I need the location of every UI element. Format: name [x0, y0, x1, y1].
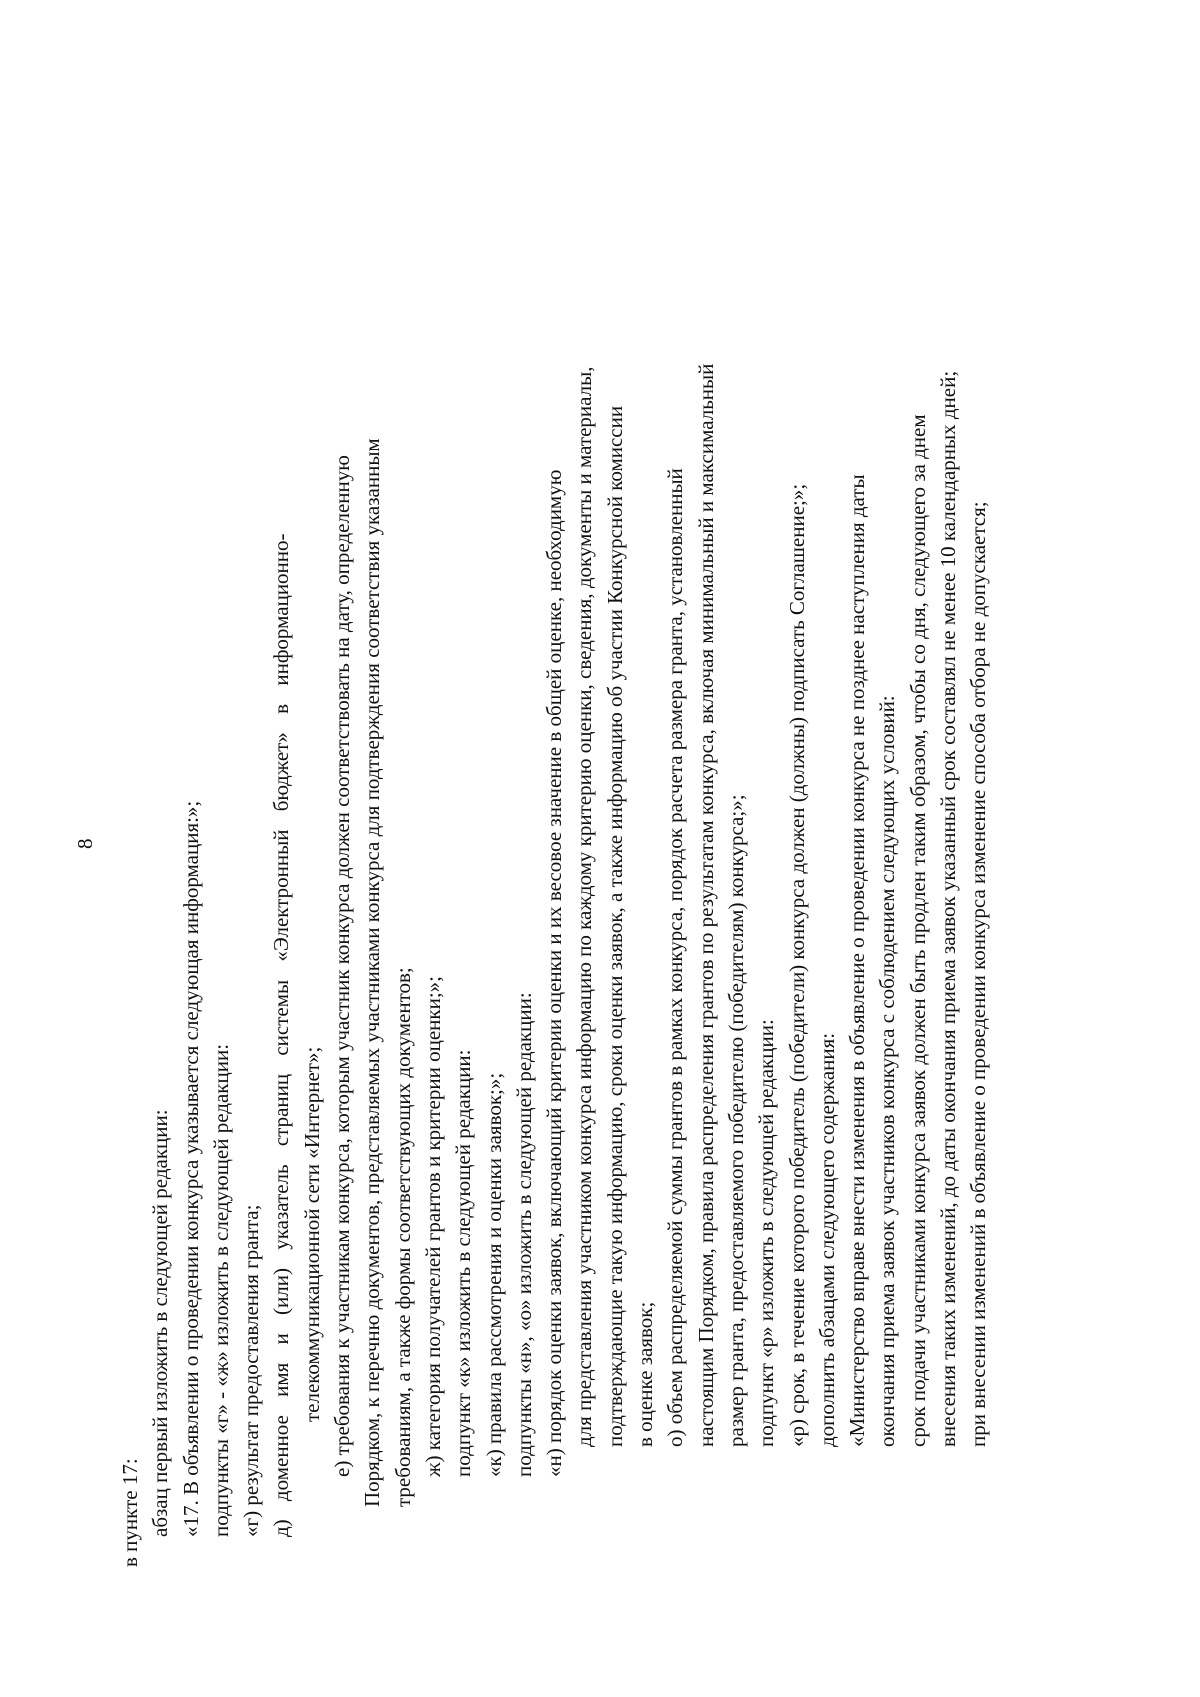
- text-line: подпункт «к» изложить в следующей редакции:: [451, 1049, 476, 1477]
- text-line: «н) порядок оценки заявок, включающий критерии оценки и их весовое значение в общей оценке, необходимую: [542, 469, 567, 1477]
- text-line: окончания приема заявок участников конкурса с соблюдением следующих условий:: [875, 695, 900, 1447]
- text-line: «Министерство вправе внести изменения в объявление о проведении конкурса не позднее наступления даты: [845, 474, 870, 1447]
- text-line: в оценке заявок;: [633, 1301, 658, 1447]
- text-line: настоящим Порядком, правила распределения грантов по результатам конкурса, включая минимальный и максимальный: [693, 363, 718, 1447]
- text-line: о) объем распределяемой суммы грантов в рамках конкурса, порядок расчета размера гранта, установленный: [663, 468, 688, 1447]
- text-line: д) доменное имя и (или) указатель страниц системы «Электронный бюджет» в информационно-: [269, 533, 294, 1537]
- text-line: «17. В объявлении о проведении конкурса указывается следующая информация:»;: [178, 800, 203, 1537]
- text-line: ж) категория получателей грантов и критерии оценки;»;: [420, 975, 445, 1477]
- text-line: подтверждающие такую информацию, сроки оценки заявок, а также информацию об участии Конкурсной комиссии: [602, 405, 627, 1447]
- text-line: для представления участником конкурса информацию по каждому критерию оценки, сведения, документы и материалы,: [572, 366, 597, 1447]
- text-line: срок подачи участниками конкурса заявок должен быть продлен таким образом, чтобы со дня, следующего за днем: [905, 414, 930, 1447]
- text-line: «к) правила рассмотрения и оценки заявок;»;: [481, 1072, 506, 1477]
- text-line: в пункте 17:: [118, 1458, 142, 1567]
- text-line: телекоммуникационной сети «Интернет»;: [299, 1046, 324, 1422]
- text-line: внесения таких изменений, до даты окончания приема заявок указанный срок составлял не менее 10 календарных дней;: [936, 370, 961, 1447]
- text-line: подпункты «н», «о» изложить в следующей редакции:: [511, 992, 536, 1477]
- text-line: «г) результат предоставления гранта;: [239, 1204, 264, 1537]
- page-number: 8: [73, 838, 97, 849]
- document-body: [115, 97, 994, 1567]
- text-line: абзац первый изложить в следующей редакции:: [148, 1109, 173, 1537]
- text-line: «р) срок, в течение которого победитель (победители) конкурса должен (должны) подписать Соглашение;»;: [784, 483, 809, 1447]
- text-line: требованиям, а также формы соответствующих документов;: [390, 967, 415, 1507]
- text-line: подпункты «г» - «ж» изложить в следующей редакции:: [208, 1043, 233, 1537]
- text-line: размер гранта, предоставляемого победителю (победителям) конкурса;»;: [723, 794, 748, 1447]
- text-line: дополнить абзацами следующего содержания:: [814, 1032, 839, 1447]
- text-line: Порядком, к перечню документов, представляемых участниками конкурса для подтверждения соответствия указанным: [360, 438, 385, 1507]
- text-line: при внесении изменений в объявление о проведении конкурса изменение способа отбора не допускается;: [966, 501, 991, 1447]
- text-line: подпункт «р» изложить в следующей редакции:: [754, 1019, 779, 1447]
- text-line: е) требования к участникам конкурса, которым участник конкурса должен соответствовать на дату, определенную: [330, 455, 355, 1477]
